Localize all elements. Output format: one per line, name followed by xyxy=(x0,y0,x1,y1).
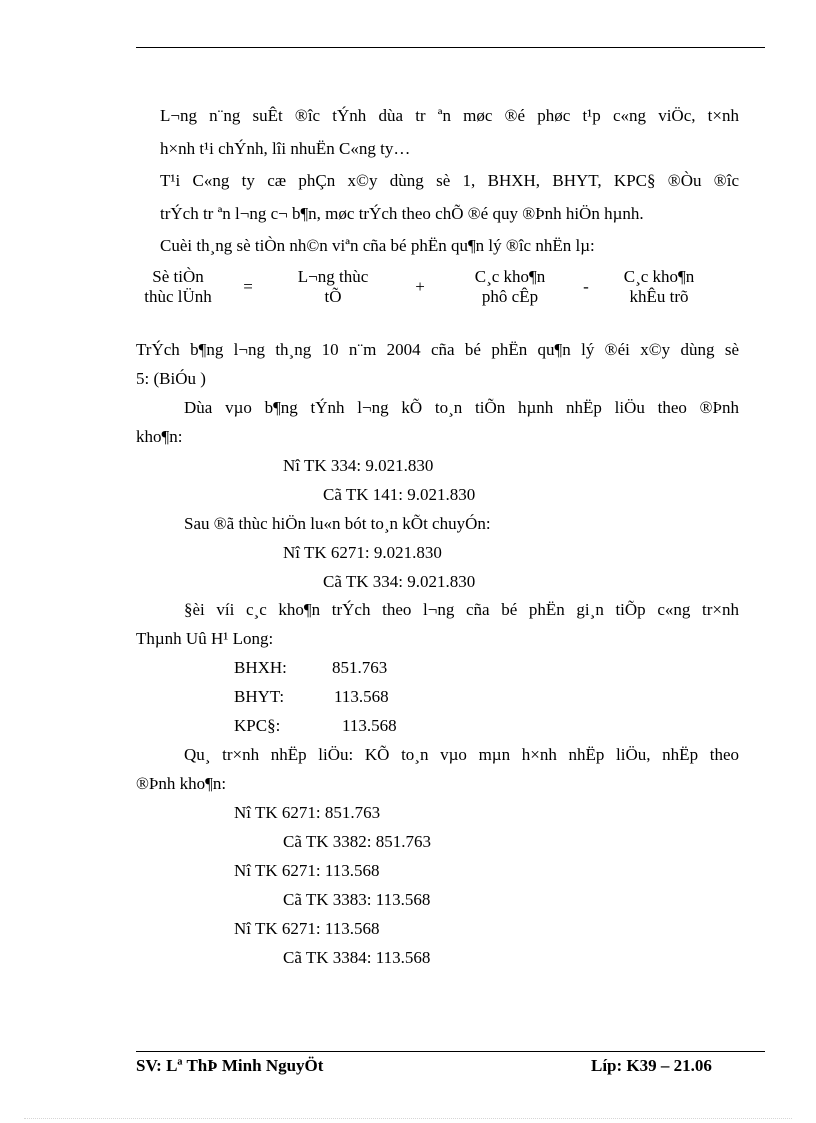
paragraph-line: TrÝch b¶ng l¬ng th¸ng 10 n¨m 2004 cña bé phËn qu¶n lý ®éi x©y dùng sè xyxy=(136,340,739,359)
journal-credit: Cã TK 3383: 113.568 xyxy=(283,890,431,909)
footer-student-name: SV: Lª ThÞ Minh NguyÖt xyxy=(136,1056,324,1075)
paragraph-line: ®Þnh kho¶n: xyxy=(136,774,227,793)
formula-term-allowances: C¸c kho¶n phô cÊp xyxy=(474,267,546,306)
formula-term-actual-salary: L¬ng thùc tÕ xyxy=(297,267,369,306)
insurance-value: 113.568 xyxy=(342,716,397,735)
paragraph-line: Cuèi th¸ng sè tiÒn nh©n viªn cña bé phËn qu¶n lý ®îc nhËn lµ: xyxy=(160,236,595,255)
formula-term-net-pay: Sè tiÒn thùc lÜnh xyxy=(144,267,212,306)
insurance-label: BHYT: xyxy=(234,687,285,706)
insurance-label: BHXH: xyxy=(234,658,287,677)
paragraph-line: kho¶n: xyxy=(136,427,183,446)
paragraph-line: Thµnh Uû H¹ Long: xyxy=(136,629,274,648)
journal-debit: Nî TK 6271: 113.568 xyxy=(234,919,380,938)
journal-debit: Nî TK 6271: 9.021.830 xyxy=(283,543,442,562)
paragraph-line: Dùa vµo b¶ng tÝnh l¬ng kÕ to¸n tiÕn hµnh nhËp liÖu theo ®Þnh xyxy=(184,398,739,417)
paragraph-line: §èi víi c¸c kho¶n trÝch theo l¬ng cña bé phËn gi¸n tiÕp c«ng tr×nh xyxy=(184,600,739,619)
footer-rule xyxy=(136,1051,765,1052)
journal-debit: Nî TK 6271: 113.568 xyxy=(234,861,380,880)
formula-minus-sign: - xyxy=(583,277,589,296)
insurance-value: 851.763 xyxy=(332,658,388,677)
insurance-value: 113.568 xyxy=(334,687,389,706)
paragraph-line: h×nh t¹i chÝnh, lîi nhuËn C«ng ty… xyxy=(160,139,411,158)
paragraph-line: Sau ®ã thùc hiÖn lu«n bót to¸n kÕt chuyÓn: xyxy=(184,514,491,533)
journal-credit: Cã TK 3382: 851.763 xyxy=(283,832,431,851)
journal-credit: Cã TK 334: 9.021.830 xyxy=(323,572,476,591)
paragraph-line: T¹i C«ng ty cæ phÇn x©y dùng sè 1, BHXH, BHYT, KPC§ ®Òu ®îc xyxy=(160,171,739,190)
paragraph-line: L¬ng n¨ng suÊt ®îc tÝnh dùa tr ªn møc ®é phøc t¹p c«ng viÖc, t×nh xyxy=(160,106,739,125)
header-rule xyxy=(136,47,765,48)
footer-class-code: Líp: K39 – 21.06 xyxy=(591,1056,712,1075)
journal-credit: Cã TK 141: 9.021.830 xyxy=(323,485,476,504)
insurance-label: KPC§: xyxy=(234,716,281,735)
paragraph-line: 5: (BiÓu ) xyxy=(136,369,206,388)
formula-equals-sign: = xyxy=(243,277,253,296)
journal-debit: Nî TK 6271: 851.763 xyxy=(234,803,381,822)
journal-credit: Cã TK 3384: 113.568 xyxy=(283,948,431,967)
formula-term-deductions: C¸c kho¶n khÊu trõ xyxy=(623,267,695,306)
paragraph-line: trÝch tr ªn l¬ng c¬ b¶n, møc trÝch theo chÕ ®é quy ®Þnh hiÖn hµnh. xyxy=(160,204,644,223)
page-bottom-border xyxy=(24,1118,792,1119)
journal-debit: Nî TK 334: 9.021.830 xyxy=(283,456,434,475)
formula-plus-sign: + xyxy=(415,277,425,296)
paragraph-line: Qu¸ tr×nh nhËp liÖu: KÕ to¸n vµo mµn h×nh nhËp liÖu, nhËp theo xyxy=(184,745,739,764)
